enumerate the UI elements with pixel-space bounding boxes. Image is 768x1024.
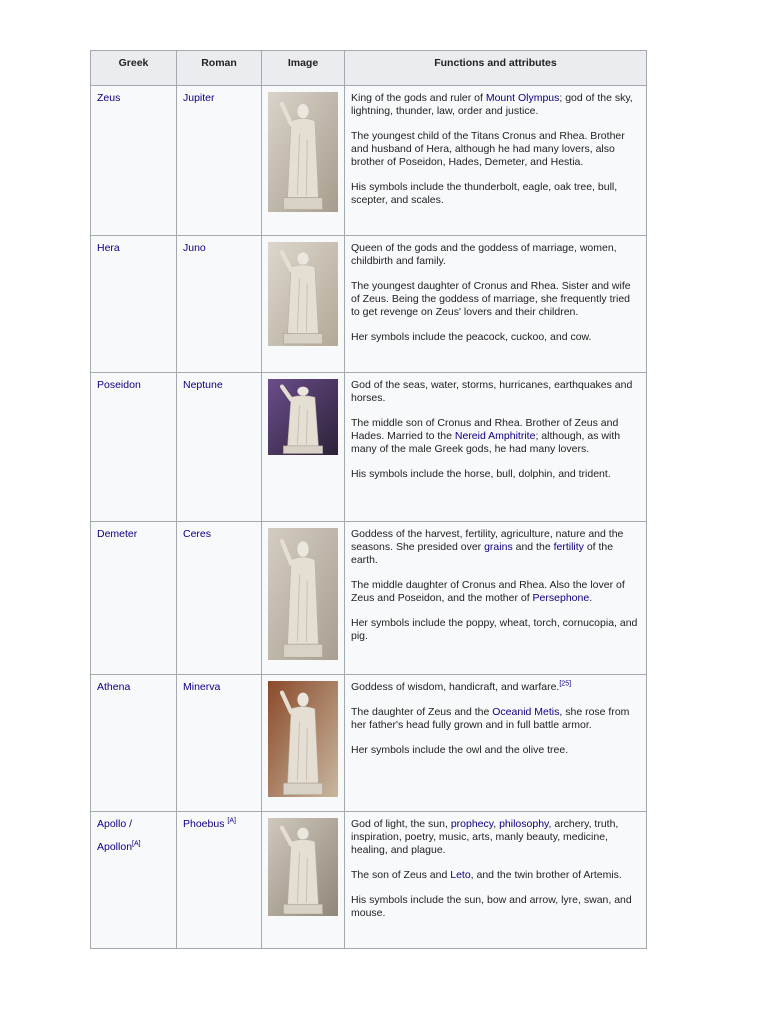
roman-name-link[interactable]: Phoebus [183, 818, 225, 830]
roman-name-link[interactable]: Neptune [183, 379, 223, 391]
roman-name-cell [177, 812, 262, 949]
table-row-poseidon [91, 373, 647, 522]
greek-name-link[interactable]: Athena [97, 681, 131, 693]
poseidon-statue-image[interactable] [268, 379, 338, 455]
text-run: , [493, 818, 500, 830]
description-paragraph [351, 894, 640, 920]
functions-cell [345, 373, 647, 522]
text-run: Queen of the gods and the goddess of marriage, women, childbirth and family. [351, 242, 617, 267]
table-row-zeus [91, 86, 647, 236]
roman-name-link[interactable]: Jupiter [183, 92, 215, 104]
description-paragraph [351, 331, 640, 344]
text-run: , she rose from her father's head fully grown and in full battle armor. [351, 706, 630, 731]
inline-link[interactable]: philosophy [499, 818, 549, 830]
description-paragraph [351, 468, 640, 481]
roman-name-link[interactable]: Minerva [183, 681, 221, 693]
image-cell [262, 675, 345, 812]
inline-link[interactable]: Nereid [454, 430, 486, 442]
header-image: Image [262, 51, 345, 86]
text-run: The daughter of Zeus and the [351, 706, 493, 718]
roman-name-cell [177, 675, 262, 812]
text-run: The son of Zeus and [351, 869, 451, 881]
text-run: The middle son of Cronus and Rhea. Brother of Zeus and Hades. Married to the [351, 417, 619, 442]
greek-name-cell [91, 86, 177, 236]
header-greek: Greek [91, 51, 177, 86]
greek-name-cell [91, 675, 177, 812]
inline-link[interactable]: prophecy [450, 818, 494, 830]
footnote-ref[interactable]: [A] [227, 817, 236, 825]
image-cell [262, 812, 345, 949]
functions-cell [345, 86, 647, 236]
citation-ref[interactable]: [25] [559, 680, 572, 688]
greek-name-cell [91, 522, 177, 675]
text-run: , and the twin brother of Artemis. [470, 869, 622, 881]
table-header-row [91, 51, 647, 86]
description-paragraph [351, 379, 640, 405]
description-paragraph [351, 681, 640, 694]
roman-name-cell [177, 236, 262, 373]
text-run: . [589, 592, 593, 604]
roman-name-link[interactable]: Ceres [183, 528, 212, 540]
inline-link[interactable]: Amphitrite [488, 430, 536, 442]
text-run: of the earth. [351, 541, 614, 566]
table-row-athena [91, 675, 647, 812]
description-paragraph [351, 130, 640, 169]
greek-name-link[interactable]: Demeter [97, 528, 138, 540]
text-run: The youngest child of the Titans Cronus and Rhea. Brother and husband of Hera, although he had many lovers, also brother of Poseidon, Hades, Demeter, and Hestia. [351, 130, 625, 168]
table-row-hera [91, 236, 647, 373]
greek-name-cell [91, 236, 177, 373]
text-run: Goddess of the harvest, fertility, agriculture, nature and the seasons. She presided over [351, 528, 624, 553]
text-run: His symbols include the horse, bull, dolphin, and trident. [351, 468, 611, 480]
text-run: Her symbols include the poppy, wheat, torch, cornucopia, and pig. [351, 617, 638, 642]
roman-name-cell [177, 373, 262, 522]
functions-cell [345, 236, 647, 373]
description-paragraph [351, 579, 640, 605]
inline-link[interactable]: Oceanid [492, 706, 532, 718]
greek-name-cell [91, 373, 177, 522]
greek-alt-name-link[interactable]: Apollon [97, 841, 133, 853]
hera-statue-image[interactable] [268, 242, 338, 346]
text-run: The youngest daughter of Cronus and Rhea. Sister and wife of Zeus. Being the goddess of marriage, she frequently tried to get revenge on Zeus' lovers and their children. [351, 280, 631, 318]
functions-cell [345, 522, 647, 675]
description-paragraph [351, 744, 640, 757]
inline-link[interactable]: Persephone [532, 592, 590, 604]
roman-name-cell [177, 522, 262, 675]
text-run: Her symbols include the owl and the olive tree. [351, 744, 569, 756]
text-run: His symbols include the sun, bow and arrow, lyre, swan, and mouse. [351, 894, 632, 919]
description-paragraph [351, 528, 640, 567]
greek-gods-table [90, 50, 647, 949]
description-paragraph [351, 417, 640, 456]
greek-name-link[interactable]: Hera [97, 242, 120, 254]
functions-cell [345, 812, 647, 949]
text-run: God of light, the sun, [351, 818, 451, 830]
athena-statue-image[interactable] [268, 681, 338, 797]
greek-name-cell [91, 812, 177, 949]
header-roman: Roman [177, 51, 262, 86]
table-row-apollo [91, 812, 647, 949]
greek-name-link[interactable]: Zeus [97, 92, 121, 104]
text-run: God of the seas, water, storms, hurricanes, earthquakes and horses. [351, 379, 633, 404]
inline-link[interactable]: Leto [450, 869, 471, 881]
roman-name-link[interactable]: Juno [183, 242, 206, 254]
text-run: and the [512, 541, 554, 553]
image-cell [262, 522, 345, 675]
inline-link[interactable]: Mount Olympus [485, 92, 560, 104]
apollo-statue-image[interactable] [268, 818, 338, 916]
text-run: ; god of the sky, lightning, thunder, law, order and justice. [351, 92, 633, 117]
image-cell [262, 236, 345, 373]
description-paragraph [351, 617, 640, 643]
text-run: His symbols include the thunderbolt, eagle, oak tree, bull, scepter, and scales. [351, 181, 618, 206]
greek-name-link[interactable]: Poseidon [97, 379, 141, 391]
description-paragraph [351, 869, 640, 882]
inline-link[interactable]: grains [484, 541, 513, 553]
header-functions: Functions and attributes [345, 51, 647, 86]
zeus-statue-image[interactable] [268, 92, 338, 212]
text-run: The middle daughter of Cronus and Rhea. Also the lover of Zeus and Poseidon, and the mother of [351, 579, 625, 604]
description-paragraph [351, 242, 640, 268]
demeter-statue-image[interactable] [268, 528, 338, 660]
footnote-ref[interactable]: [A] [132, 840, 141, 848]
inline-link[interactable]: fertility [553, 541, 584, 553]
roman-name-cell [177, 86, 262, 236]
functions-cell [345, 675, 647, 812]
image-cell [262, 86, 345, 236]
text-run: Her symbols include the peacock, cuckoo, and cow. [351, 331, 592, 343]
table-row-demeter [91, 522, 647, 675]
inline-link[interactable]: Metis [534, 706, 560, 718]
description-paragraph [351, 181, 640, 207]
description-paragraph [351, 92, 640, 118]
description-paragraph [351, 706, 640, 732]
image-cell [262, 373, 345, 522]
text-run: , archery, truth, inspiration, poetry, music, arts, manly beauty, medicine, healing, and plague. [351, 818, 619, 856]
text-run: Goddess of wisdom, handicraft, and warfare. [351, 681, 560, 693]
description-paragraph [351, 818, 640, 857]
text-run: ; although, as with many of the male Greek gods, he had many lovers. [351, 430, 621, 455]
greek-name-link[interactable]: Apollo / [97, 818, 133, 830]
text-run: King of the gods and ruler of [351, 92, 486, 104]
description-paragraph [351, 280, 640, 319]
